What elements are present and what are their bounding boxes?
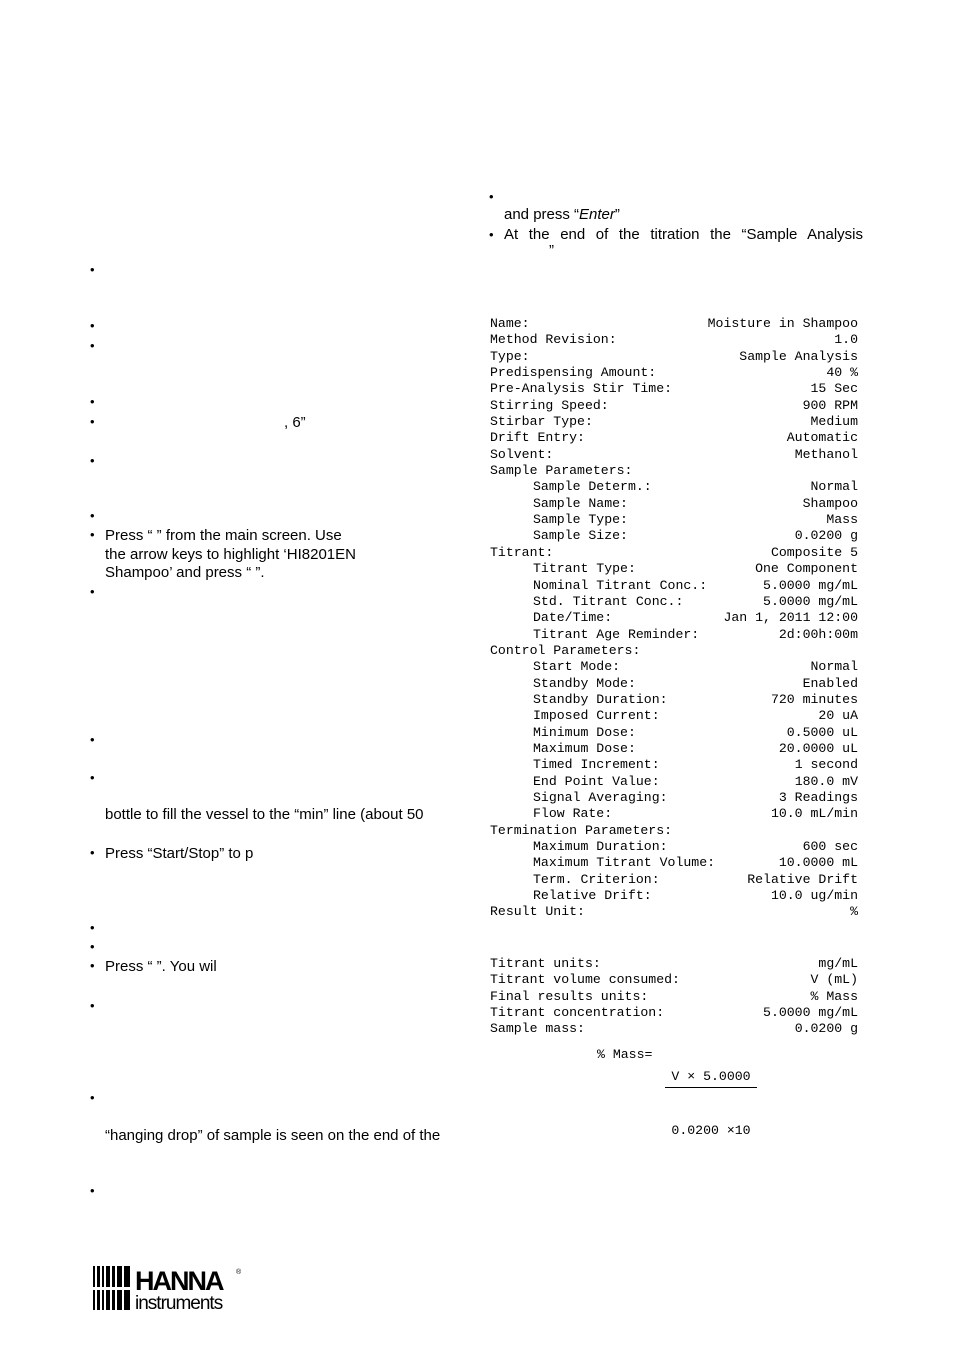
- param-value: 0.0200 g: [794, 528, 858, 544]
- method-param-row: [490, 725, 858, 741]
- param-key: Stirring Speed:: [490, 397, 609, 413]
- param-value: %: [850, 904, 858, 920]
- param-key: Standby Duration:: [533, 691, 668, 707]
- method-param-row: [490, 643, 858, 659]
- param-key: Final results units:: [490, 988, 649, 1004]
- param-value: Methanol: [794, 446, 858, 462]
- param-key: Sample Size:: [533, 528, 628, 544]
- param-value: % Mass: [810, 988, 858, 1004]
- param-value: 10.0 ug/min: [770, 888, 858, 904]
- left-bullet: •: [90, 394, 95, 409]
- param-key: Sample Type:: [533, 512, 628, 528]
- method-param-row: [490, 741, 858, 757]
- param-value: 180.0 mV: [794, 773, 858, 789]
- left-bullet: •: [90, 527, 95, 542]
- method-param-row: [490, 479, 858, 495]
- param-key: Control Parameters:: [490, 642, 641, 658]
- left-bullet: •: [90, 318, 95, 333]
- method-param-row: [490, 349, 858, 365]
- param-key: Method Revision:: [490, 332, 617, 348]
- logo-brand-text: HANNA: [135, 1266, 223, 1296]
- method-param-row: [490, 316, 858, 332]
- param-value: Jan 1, 2011 12:00: [723, 610, 858, 626]
- left-bullet: •: [90, 1090, 95, 1105]
- method-param-row: [490, 528, 858, 544]
- method-parameters-list: [490, 316, 858, 921]
- left-bullet: •: [90, 584, 95, 599]
- param-value: V (mL): [810, 972, 858, 988]
- method-param-row: [490, 872, 858, 888]
- left-line-hanging-drop: “hanging drop” of sample is seen on the end of the: [105, 1127, 441, 1144]
- enter-key-label: Enter: [579, 206, 615, 223]
- param-value: Medium: [810, 414, 858, 430]
- method-param-row: [490, 823, 858, 839]
- left-bullet: •: [90, 1183, 95, 1198]
- method-param-row: [490, 888, 858, 904]
- param-key: Maximum Dose:: [533, 740, 636, 756]
- method-param-row: [490, 430, 858, 446]
- param-value: 1 second: [794, 757, 858, 773]
- method-param-row: [490, 839, 858, 855]
- result-param-row: [490, 989, 858, 1005]
- left-bullet: •: [90, 508, 95, 523]
- right-line-end-titration: At the end of the titration the “Sample Analysis: [504, 226, 863, 243]
- param-value: Normal: [810, 659, 858, 675]
- param-key: Titrant Type:: [533, 561, 636, 577]
- param-key: Standby Mode:: [533, 675, 636, 691]
- param-key: Maximum Titrant Volume:: [533, 855, 716, 871]
- logo-registered-mark: ®: [236, 1269, 242, 1276]
- param-key: Sample mass:: [490, 1021, 585, 1037]
- method-param-row: [490, 512, 858, 528]
- method-param-row: [490, 790, 858, 806]
- method-param-row: [490, 692, 858, 708]
- left-line-arrow-keys: the arrow keys to highlight ‘HI8201EN: [105, 546, 356, 563]
- param-value: Moisture in Shampoo: [707, 316, 858, 331]
- param-value: 0.5000 uL: [786, 724, 858, 740]
- param-value: 20 uA: [818, 708, 858, 724]
- formula-label: % Mass=: [597, 1047, 653, 1062]
- left-bullet: •: [90, 732, 95, 747]
- left-line-press-menu: Press “ ” from the main screen. Use: [105, 527, 342, 544]
- right-line-press-enter: [504, 205, 620, 224]
- result-param-row: [490, 956, 858, 972]
- result-param-row: [490, 972, 858, 988]
- left-line-shampoo: Shampoo’ and press “ ”.: [105, 564, 265, 581]
- left-bullet: •: [90, 998, 95, 1013]
- left-bullet: •: [90, 414, 95, 429]
- param-value: 720 minutes: [770, 691, 858, 707]
- param-key: Drift Entry:: [490, 430, 585, 446]
- method-param-row: [490, 381, 858, 397]
- param-value: 5.0000 mg/mL: [763, 593, 858, 609]
- method-param-row: [490, 676, 858, 692]
- method-param-row: [490, 708, 858, 724]
- param-key: Titrant:: [490, 544, 554, 560]
- method-param-row: [490, 806, 858, 822]
- right-bullet-1: •: [489, 189, 494, 204]
- left-bullet: •: [90, 262, 95, 277]
- param-value: Mass: [826, 512, 858, 528]
- param-key: Name:: [490, 316, 530, 331]
- param-value: One Component: [755, 561, 858, 577]
- param-key: Titrant units:: [490, 956, 601, 971]
- param-value: Sample Analysis: [739, 348, 858, 364]
- param-key: Timed Increment:: [533, 757, 660, 773]
- param-key: Titrant concentration:: [490, 1005, 665, 1021]
- method-param-row: [490, 757, 858, 773]
- method-param-row: [490, 774, 858, 790]
- param-key: End Point Value:: [533, 773, 660, 789]
- param-value: 15 Sec: [810, 381, 858, 397]
- method-param-row: [490, 463, 858, 479]
- method-param-row: [490, 545, 858, 561]
- param-key: Pre-Analysis Stir Time:: [490, 381, 673, 397]
- result-parameters-list: [490, 956, 858, 1038]
- press-enter-suffix: ”: [614, 206, 620, 223]
- param-key: Termination Parameters:: [490, 822, 673, 838]
- param-key: Titrant volume consumed:: [490, 972, 680, 988]
- method-param-row: [490, 332, 858, 348]
- param-value: 3 Readings: [778, 789, 858, 805]
- param-key: Date/Time:: [533, 610, 613, 626]
- method-param-row: [490, 594, 858, 610]
- method-param-row: [490, 659, 858, 675]
- param-key: Predispensing Amount:: [490, 365, 657, 381]
- param-value: 20.0000 uL: [778, 740, 858, 756]
- param-value: 1.0: [834, 332, 858, 348]
- left-bullet: •: [90, 770, 95, 785]
- method-param-row: [490, 398, 858, 414]
- left-line-bottle: bottle to fill the vessel to the “min” line (about 50: [105, 806, 424, 823]
- method-param-row: [490, 855, 858, 871]
- param-value: 10.0 mL/min: [770, 806, 858, 822]
- hanna-instruments-logo: [93, 1266, 248, 1312]
- param-value: 2d:00h:00m: [778, 626, 858, 642]
- method-param-row: [490, 561, 858, 577]
- left-line-start-stop: Press “Start/Stop” to p: [105, 845, 254, 862]
- param-value: 40 %: [826, 365, 858, 381]
- formula-denominator: 0.0200 ×10: [671, 1122, 751, 1138]
- left-bullet: •: [90, 920, 95, 935]
- left-bullet: •: [90, 845, 95, 860]
- param-value: Relative Drift: [747, 871, 858, 887]
- param-value: mg/mL: [818, 956, 858, 971]
- param-key: Nominal Titrant Conc.:: [533, 577, 708, 593]
- formula-fraction: [665, 1036, 757, 1155]
- method-param-row: [490, 578, 858, 594]
- param-value: 5.0000 mg/mL: [763, 1005, 858, 1021]
- left-bullet: •: [90, 338, 95, 353]
- method-param-row: [490, 627, 858, 643]
- method-param-row: [490, 496, 858, 512]
- param-key: Term. Criterion:: [533, 871, 660, 887]
- left-line-press-you: Press “ ”. You wil: [105, 958, 217, 975]
- param-key: Maximum Duration:: [533, 839, 668, 854]
- param-key: Solvent:: [490, 446, 554, 462]
- left-line-fragment-6: , 6”: [284, 414, 306, 431]
- formula-numerator: V × 5.0000: [665, 1069, 757, 1088]
- param-key: Sample Determ.:: [533, 479, 652, 495]
- left-bullet: •: [90, 958, 95, 973]
- param-key: Sample Parameters:: [490, 463, 633, 479]
- param-key: Type:: [490, 348, 530, 364]
- param-value: 600 sec: [802, 839, 858, 854]
- left-bullet: •: [90, 453, 95, 468]
- result-param-row: [490, 1005, 858, 1021]
- method-param-row: [490, 365, 858, 381]
- param-key: Std. Titrant Conc.:: [533, 593, 684, 609]
- param-key: Sample Name:: [533, 495, 628, 511]
- param-value: Enabled: [802, 675, 858, 691]
- left-bullet: •: [90, 939, 95, 954]
- right-bullet-2: •: [489, 227, 494, 242]
- param-value: 5.0000 mg/mL: [763, 577, 858, 593]
- param-key: Minimum Dose:: [533, 724, 636, 740]
- param-key: Relative Drift:: [533, 888, 652, 904]
- param-value: 900 RPM: [802, 397, 858, 413]
- param-value: Normal: [810, 479, 858, 495]
- logo-sub-text: instruments: [135, 1293, 223, 1312]
- right-line-end-quote: ”: [549, 242, 554, 259]
- param-value: 10.0000 mL: [778, 855, 858, 871]
- method-param-row: [490, 904, 858, 920]
- param-value: Composite 5: [770, 544, 858, 560]
- hanna-logo-icon: [93, 1266, 248, 1312]
- param-key: Titrant Age Reminder:: [533, 626, 700, 642]
- param-key: Flow Rate:: [533, 806, 613, 822]
- param-key: Result Unit:: [490, 904, 585, 920]
- param-value: Automatic: [786, 430, 858, 446]
- param-key: Stirbar Type:: [490, 414, 593, 430]
- param-key: Imposed Current:: [533, 708, 660, 724]
- press-enter-prefix: and press “: [504, 206, 580, 223]
- method-param-row: [490, 447, 858, 463]
- method-param-row: [490, 610, 858, 626]
- param-key: Signal Averaging:: [533, 789, 668, 805]
- method-param-row: [490, 414, 858, 430]
- param-value: 0.0200 g: [794, 1021, 858, 1037]
- param-value: Shampoo: [802, 495, 858, 511]
- param-key: Start Mode:: [533, 659, 621, 675]
